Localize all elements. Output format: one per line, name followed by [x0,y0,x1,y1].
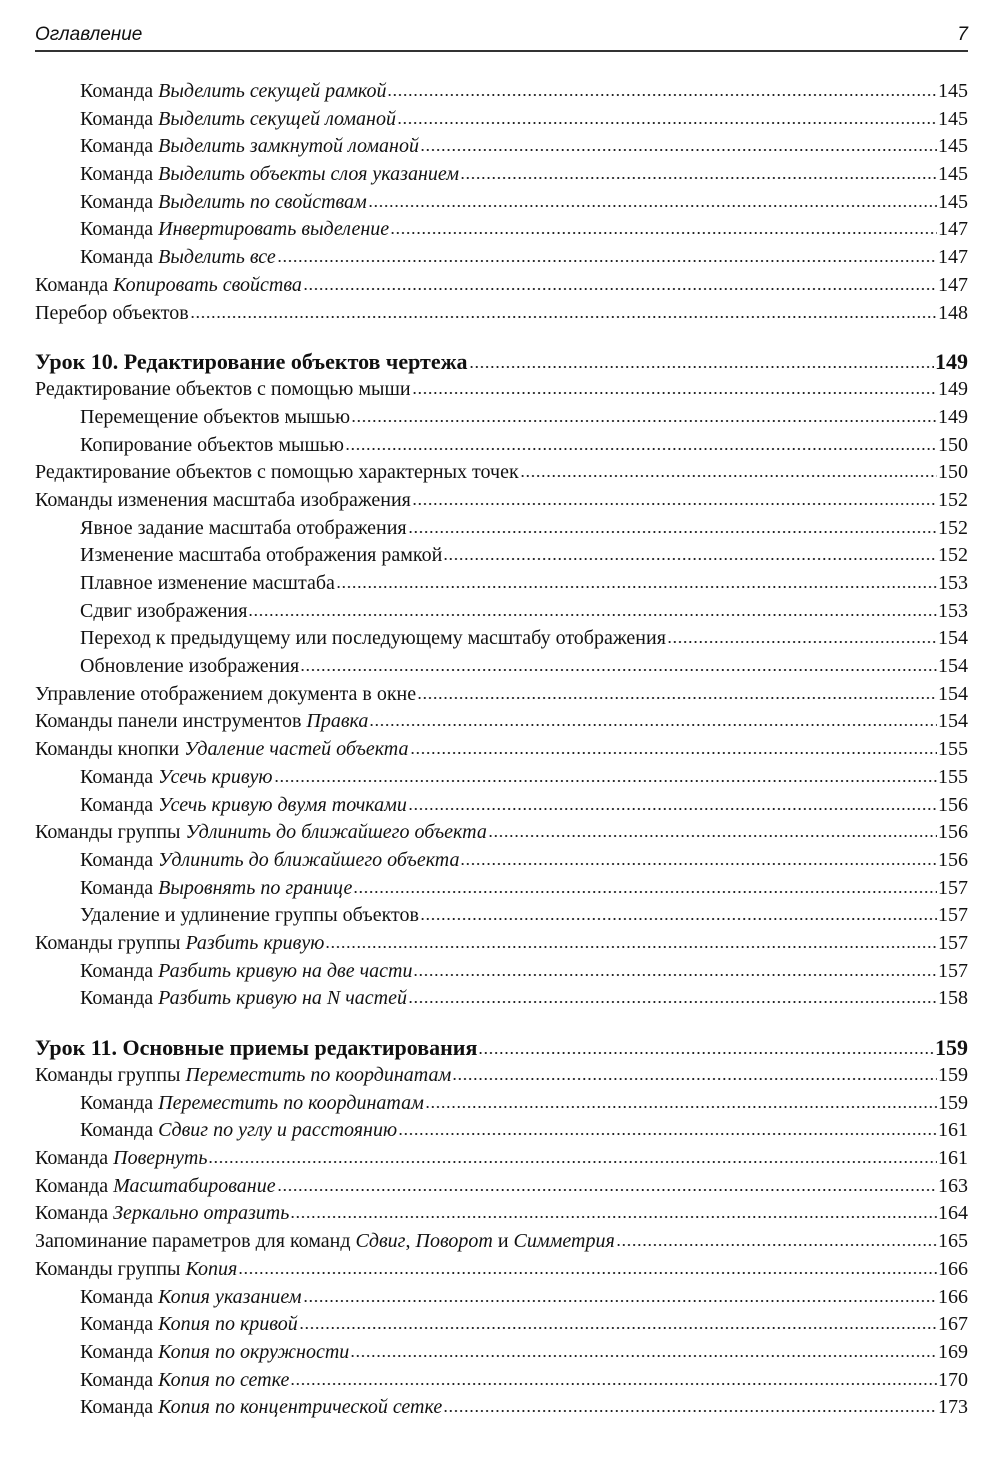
toc-page-number: 157 [938,931,968,954]
title-text: и [492,1230,514,1253]
toc-entry[interactable] [35,930,968,958]
toc-entry-title [80,432,344,460]
title-text: Команда [80,1091,159,1114]
toc-page-number: 161 [938,1119,968,1142]
toc-entry[interactable] [35,487,968,515]
toc-entry-title [80,764,273,792]
title-text: Управление отображением документа в окне [35,682,417,705]
toc-entry[interactable] [35,1062,968,1090]
title-text: Команда [35,1202,114,1225]
toc-page-number: 157 [938,959,968,982]
toc-entry[interactable] [35,1339,968,1367]
toc-entry-title [35,930,324,958]
toc-entry-title [35,1145,207,1173]
toc-entry-title [80,244,276,272]
dot-leader [274,779,937,783]
title-text: Команда [80,793,159,816]
toc-page-number: 154 [938,682,968,705]
toc-entry[interactable] [35,847,968,875]
dot-leader [488,834,937,838]
toc-entry[interactable] [35,875,968,903]
title-text: Команда [80,246,159,269]
title-text: , [405,1230,416,1253]
title-text: Команда [80,848,159,871]
toc-page-number: 152 [938,488,968,511]
toc-entry-title [35,1062,451,1090]
command-name: Сдвиг [355,1230,406,1253]
toc-page-number: 145 [938,107,968,130]
command-name: Переместить по координатам [158,1091,424,1114]
toc-entry-title [80,985,407,1013]
dot-leader [368,204,937,208]
dot-leader [616,1243,937,1247]
toc-entry-title [80,792,407,820]
dot-leader [208,1160,937,1164]
dot-leader [460,176,937,180]
table-of-contents [35,78,968,1422]
command-name: Копия по кривой [158,1313,298,1336]
toc-page-number: 145 [938,190,968,213]
toc-entry[interactable] [35,1117,968,1145]
toc-entry[interactable] [35,653,968,681]
title-text: Команда [80,190,159,213]
toc-entry[interactable] [35,1090,968,1118]
dot-leader [238,1271,937,1275]
toc-entry-title [80,875,352,903]
command-name: Разбить кривую [185,931,325,954]
toc-entry-title [35,1256,237,1284]
toc-page-number: 155 [938,738,968,761]
toc-page-number: 154 [938,710,968,733]
dot-leader [290,1382,937,1386]
toc-entry-title [80,106,396,134]
page-number: 7 [957,24,968,45]
toc-entry[interactable] [35,1200,968,1228]
toc-page-number: 154 [938,627,968,650]
command-name: Удаление частей объекта [184,738,409,761]
command-name: Правка [306,710,369,733]
toc-entry-title [80,902,419,930]
title-text: Команда [80,107,159,130]
toc-entry[interactable] [35,985,968,1013]
toc-entry-title [80,1117,397,1145]
dot-leader [299,1326,937,1330]
title-text: Команда [80,1396,159,1419]
toc-page-number: 152 [938,516,968,539]
command-name: Повернуть [113,1147,208,1170]
title-text: Команда [80,80,159,102]
toc-entry-title [35,708,368,736]
title-text: Команда [80,218,159,241]
toc-entry-title [80,1367,289,1395]
title-text: Команды изменения масштаба изображения [35,488,411,511]
toc-entry-title [35,681,416,709]
toc-entry[interactable] [35,1367,968,1395]
command-name: Масштабирование [113,1174,276,1197]
toc-page-number: 165 [938,1230,968,1253]
toc-entry-title [35,487,411,515]
command-name: Выделить замкнутой ломаной [158,135,419,158]
toc-entry-title [35,1200,289,1228]
title-text: Команда [35,273,114,296]
toc-page-number: 166 [938,1257,968,1280]
toc-entry[interactable] [35,1228,968,1256]
dot-leader [412,502,937,506]
toc-entry[interactable] [35,189,968,217]
toc-entry[interactable] [35,432,968,460]
command-name: Усечь кривую [158,765,273,788]
command-name: Разбить кривую на N частей [158,987,408,1010]
toc-entry[interactable] [35,404,968,432]
toc-entry-title [80,1311,298,1339]
toc-page-number: 156 [938,821,968,844]
toc-page-number: 166 [938,1285,968,1308]
toc-entry[interactable] [35,542,968,570]
dot-leader [520,474,937,478]
title-text: Переход к предыдущему или последующему масштабу отображения [80,627,666,650]
title-text: Команда [80,1340,159,1363]
title-text: Плавное изменение масштаба [80,572,335,594]
toc-page-number: 147 [938,218,968,241]
toc-page-number: 161 [938,1147,968,1170]
command-name: Выделить секущей рамкой [158,80,387,102]
title-text: Команда [80,135,159,158]
title-text: Команда [80,1313,159,1336]
title-text: Команды группы [35,1257,186,1280]
toc-entry[interactable] [35,1311,968,1339]
toc-entry[interactable] [35,1394,968,1422]
command-name: Копия по концентрической сетке [158,1396,443,1419]
toc-entry-title [35,300,189,328]
toc-page-number: 159 [938,1064,968,1086]
dot-leader [303,287,937,291]
title-text: Запоминание параметров для команд [35,1230,356,1253]
toc-entry[interactable] [35,272,968,300]
dot-leader [408,807,937,811]
toc-entry[interactable] [35,681,968,709]
title-text: Команда [80,765,159,788]
title-text: Команды группы [35,821,186,844]
command-name: Симметрия [513,1230,615,1253]
toc-chapter-heading[interactable] [35,1034,968,1062]
toc-page-number: 149 [935,349,968,375]
dot-leader [303,1299,937,1303]
toc-page-number: 155 [938,765,968,788]
dot-leader [410,751,938,755]
title-text: Перебор объектов [35,301,189,324]
command-name: Переместить по координатам [185,1064,452,1086]
toc-entry-title [80,1090,424,1118]
toc-entry-title [80,404,350,432]
toc-entry-title [35,1034,477,1062]
toc-entry[interactable] [35,598,968,626]
toc-page-number: 157 [938,904,968,927]
dot-leader [390,231,937,235]
dot-leader [408,530,937,534]
title-text: Урок 11. Основные приемы редактирования [35,1035,478,1060]
toc-page-number: 149 [938,378,968,401]
toc-entry-title [80,625,666,653]
toc-page-number: 167 [938,1313,968,1336]
toc-page-number: 163 [938,1174,968,1197]
toc-entry-title [80,216,389,244]
dot-leader [397,121,937,125]
dot-leader [469,365,934,369]
toc-entry[interactable] [35,78,968,106]
dot-leader [408,1000,937,1004]
toc-entry-title [35,348,468,376]
command-name: Разбить кривую на две части [158,959,413,982]
command-name: Сдвиг по углу и расстоянию [158,1119,398,1142]
toc-entry[interactable] [35,792,968,820]
toc-entry[interactable] [35,300,968,328]
toc-entry[interactable] [35,764,968,792]
toc-page-number: 150 [938,433,968,456]
toc-entry-title [80,847,459,875]
toc-entry-title [35,1173,276,1201]
toc-page-number: 173 [938,1396,968,1419]
toc-page-number: 154 [938,655,968,678]
title-text: Сдвиг изображения [80,599,248,622]
toc-entry[interactable] [35,1256,968,1284]
dot-leader [300,668,937,672]
command-name: Поворот [415,1230,493,1253]
toc-entry-title [80,161,459,189]
dot-leader [336,585,937,589]
toc-page-number: 169 [938,1340,968,1363]
command-name: Выделить по свойствам [158,190,367,213]
toc-entry-title [80,78,386,106]
dot-leader [387,93,937,97]
toc-entry[interactable] [35,958,968,986]
command-name: Усечь кривую двумя точками [158,793,407,816]
dot-leader [277,1188,937,1192]
dot-leader [425,1105,937,1109]
command-name: Удлинить до ближайшего объекта [185,821,487,844]
title-text: Команда [80,1368,159,1391]
dot-leader [420,917,937,921]
toc-page-number: 150 [938,461,968,484]
dot-leader [350,1354,937,1358]
toc-entry-title [80,515,407,543]
title-text: Команда [35,1174,114,1197]
toc-entry-title [80,1339,349,1367]
toc-page-number: 153 [938,572,968,594]
title-text: Команды панели инструментов [35,710,307,733]
title-text: Команда [80,876,159,899]
toc-page-number: 145 [938,163,968,186]
command-name: Инвертировать выделение [158,218,390,241]
toc-entry-title [35,736,409,764]
toc-entry[interactable] [35,515,968,543]
command-name: Выделить объекты слоя указанием [158,163,460,186]
dot-leader [443,1409,937,1413]
toc-page-number: 170 [938,1368,968,1391]
toc-entry[interactable] [35,625,968,653]
title-text: Копирование объектов мышью [80,433,344,456]
toc-entry[interactable] [35,902,968,930]
dot-leader [460,862,937,866]
command-name: Копировать свойства [113,273,302,296]
toc-page-number: 148 [938,301,968,324]
title-text: Редактирование объектов с помощью мыши [35,378,411,401]
toc-entry-title [80,598,247,626]
command-name: Выделить секущей ломаной [158,107,396,130]
title-text: Команды группы [35,931,186,954]
toc-page-number: 156 [938,848,968,871]
toc-entry[interactable] [35,216,968,244]
dot-leader [351,419,937,423]
toc-page-number: 157 [938,876,968,899]
command-name: Выровнять по границе [158,876,353,899]
command-name: Зеркально отразить [113,1202,290,1225]
toc-entry-title [80,570,335,598]
toc-entry[interactable] [35,133,968,161]
command-name: Копия указанием [158,1285,302,1308]
toc-entry[interactable] [35,1284,968,1312]
toc-entry[interactable] [35,161,968,189]
toc-page-number: 159 [935,1035,968,1060]
title-text: Команда [80,163,159,186]
title-text: Команда [80,1285,159,1308]
toc-entry-title [80,1284,302,1312]
toc-page-number: 153 [938,599,968,622]
toc-page-number: 158 [938,987,968,1010]
toc-page-number: 159 [938,1091,968,1114]
dot-leader [413,973,937,977]
toc-entry-title [35,376,411,404]
toc-entry-title [80,133,419,161]
toc-entry[interactable] [35,1173,968,1201]
title-text: Команды кнопки [35,738,185,761]
toc-entry-title [35,459,519,487]
dot-leader [478,1051,934,1055]
toc-entry-title [80,1394,442,1422]
running-header-title: Оглавление [35,24,143,45]
title-text: Команда [80,987,159,1010]
toc-page-number: 164 [938,1202,968,1225]
title-text: Команда [80,1119,159,1142]
toc-entry[interactable] [35,570,968,598]
command-name: Удлинить до ближайшего объекта [158,848,460,871]
title-text: Урок 10. Редактирование объектов чертежа [35,349,468,375]
title-text: Команды группы [35,1064,186,1086]
title-text: Изменение масштаба отображения рамкой [80,544,443,567]
dot-leader [667,640,937,644]
toc-entry-title [35,819,487,847]
title-text: Удаление и удлинение группы объектов [80,904,419,927]
toc-page-number: 147 [938,246,968,269]
toc-entry[interactable] [35,244,968,272]
toc-entry[interactable] [35,459,968,487]
title-text: Команда [35,1147,114,1170]
command-name: Выделить все [158,246,276,269]
toc-entry-title [35,1228,615,1256]
toc-entry[interactable] [35,376,968,404]
dot-leader [248,613,937,617]
toc-page-number: 147 [938,273,968,296]
dot-leader [420,148,937,152]
toc-chapter-heading[interactable] [35,348,968,376]
toc-entry-title [80,189,367,217]
toc-page-number: 149 [938,405,968,428]
dot-leader [190,315,937,319]
toc-entry-title [80,653,299,681]
dot-leader [290,1215,937,1219]
toc-entry-title [80,958,412,986]
toc-page-number: 145 [938,135,968,158]
command-name: Копия по окружности [158,1340,350,1363]
toc-entry[interactable] [35,1145,968,1173]
dot-leader [353,890,937,894]
toc-entry-title [80,542,442,570]
dot-leader [452,1077,937,1081]
command-name: Копия [185,1257,238,1280]
toc-entry[interactable] [35,736,968,764]
dot-leader [443,557,937,561]
dot-leader [325,945,937,949]
title-text: Обновление изображения [80,655,300,678]
title-text: Редактирование объектов с помощью характерных точек [35,461,519,484]
toc-entry[interactable] [35,819,968,847]
dot-leader [398,1132,937,1136]
title-text: Команда [80,959,159,982]
dot-leader [369,723,937,727]
dot-leader [417,696,937,700]
toc-entry[interactable] [35,106,968,134]
toc-page-number: 152 [938,544,968,567]
title-text: Перемещение объектов мышью [80,405,351,428]
dot-leader [277,259,937,263]
toc-page-number: 145 [938,80,968,102]
dot-leader [412,391,937,395]
toc-entry[interactable] [35,708,968,736]
running-header [35,22,968,52]
command-name: Копия по сетке [158,1368,290,1391]
title-text: Явное задание масштаба отображения [80,516,407,539]
toc-entry-title [35,272,302,300]
toc-page-number: 156 [938,793,968,816]
dot-leader [345,447,937,451]
